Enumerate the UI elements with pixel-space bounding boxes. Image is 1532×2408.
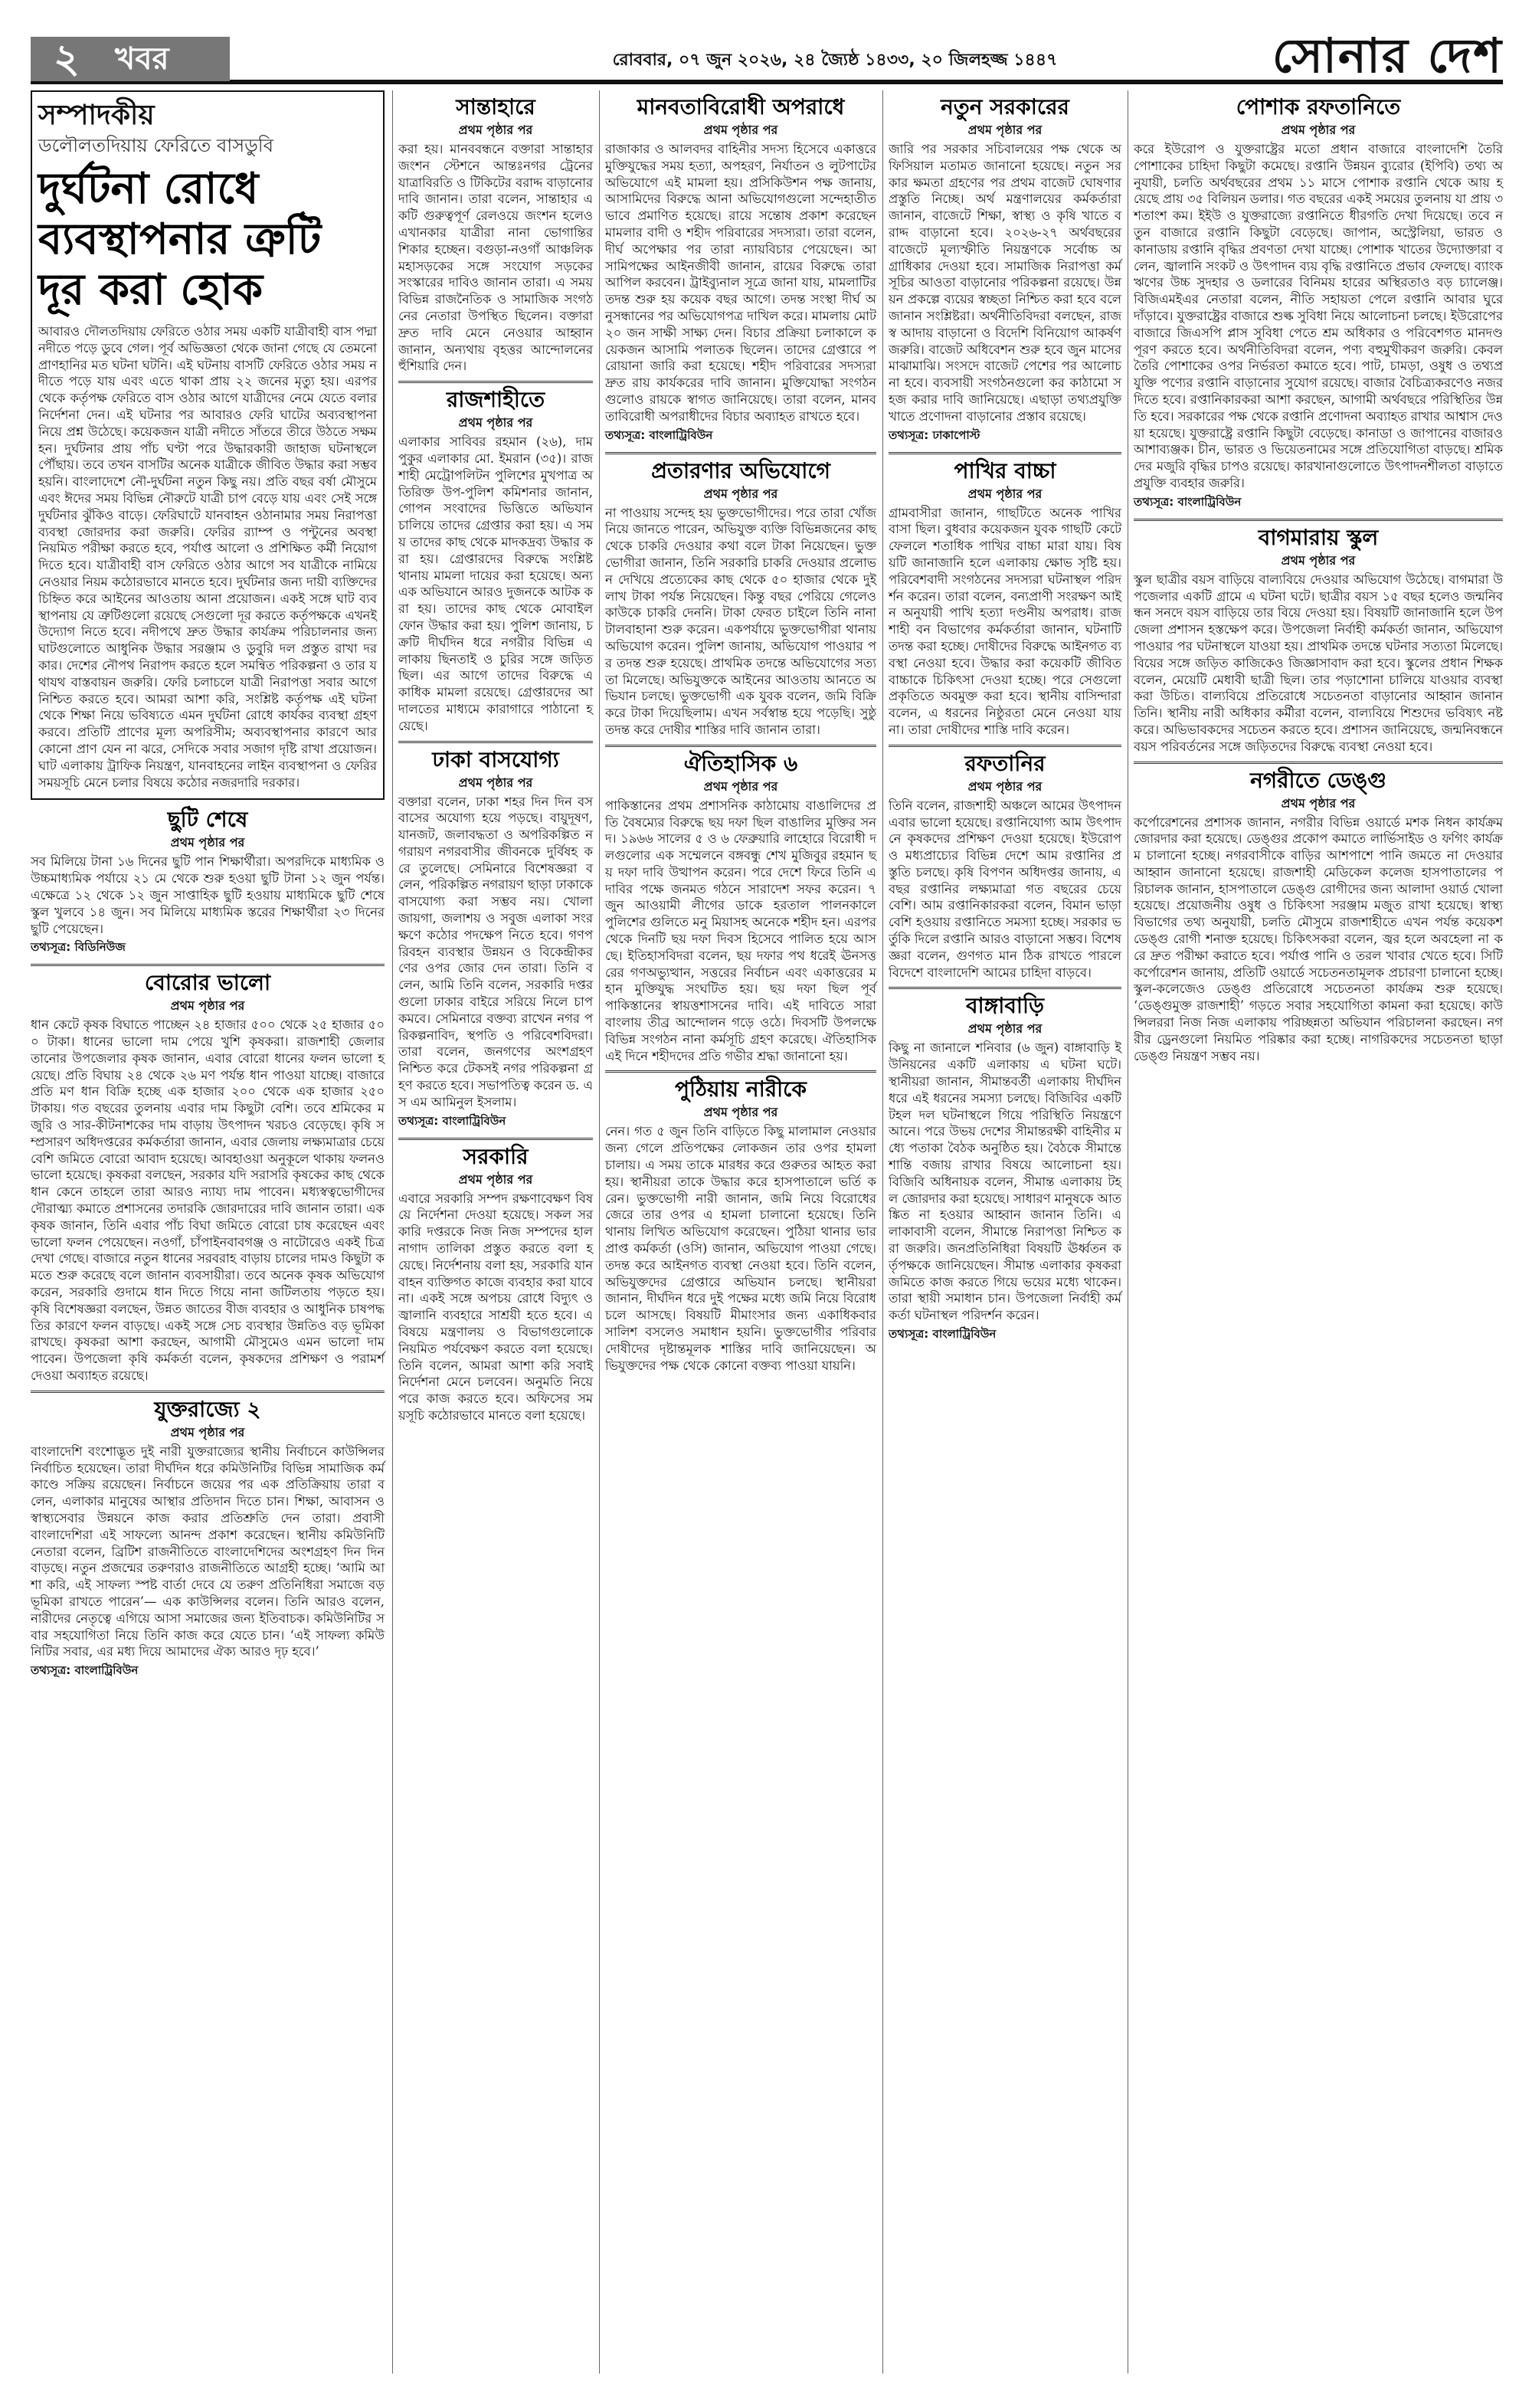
story-divider (1134, 762, 1503, 764)
story-bangabari (889, 992, 1126, 1345)
continued-label: প্রথম পৃষ্ঠার পর (967, 123, 1043, 137)
story-divider (889, 745, 1121, 747)
story-source: তথ্যসূত্র: বাংলাট্রিবিউন (1134, 494, 1242, 509)
story-headline: রফতানির (964, 750, 1046, 776)
story-headline: রাজশাহীতে (446, 387, 545, 413)
story-body: করা হয়। মানববন্ধনে বক্তারা সান্তাহার জংশন স্টেশনে আন্তঃনগর ট্রেনের যাত্রাবিরতি ও টিকিটের বরাদ্দ বাড়ানোর দাবি জানান। তারা বলেন, সান্তাহার একটি গুরুত্বপূর্ণ রেলওয়ে জংশন হলেও এখানকার যাত্রীরা নানা ভোগান্তির শিকার হচ্ছেন। বগুড়া-নওগাঁ আঞ্চলিক মহাসড়কের সঙ্গে সংযোগ সড়কের সংস্কারের দাবিও জানান তারা। এ সময় বিভিন্ন রাজনৈতিক ও সামাজিক সংগঠনের নেতারা উপস্থিত ছিলেন। বক্তারা দ্রুত দাবি মেনে নেওয়ার আহ্বান জানান, অন্যথায় বৃহত্তর আন্দোলনের হুঁশিয়ারি দেন। (398, 142, 597, 374)
story-headline: বোরোর ভালো (144, 970, 271, 996)
story-body: না পাওয়ায় সন্দেহ হয় ভুক্তভোগীদের। পরে তারা খোঁজ নিয়ে জানতে পারেন, অভিযুক্ত ব্যক্তি বিভিন্নজনের কাছ থেকে চাকরি দেওয়ার কথা বলে টাকা নিয়েছেন। ভুক্তভোগীরা জানান, তিনি সরকারি চাকরি দেওয়ার প্রলোভন দেখিয়ে প্রত্যেকের কাছ থেকে ৫০ হাজার থেকে দুই লাখ টাকা পর্যন্ত নিয়েছেন। কিন্তু বছর পেরিয়ে গেলেও কাউকে চাকরি দেননি। টাকা ফেরত চাইলে তিনি নানা টালবাহানা শুরু করেন। একপর্যায়ে ভুক্তভোগীরা থানায় অভিযোগ করেন। পুলিশ জানায়, অভিযোগ পাওয়ার পর তদন্ত শুরু হয়েছে। প্রাথমিক তদন্তে অভিযোগের সত্যতা মিলেছে। অভিযুক্তকে আইনের আওতায় আনতে অভিযান চলছে। ভুক্তভোগী এক যুবক বলেন, জমি বিক্রি করে টাকা দিয়েছিলাম। এখন সর্বস্বান্ত হয়ে পড়েছি। সুষ্ঠু তদন্ত করে দোষীর শাস্তির দাবি জানান তারা। (605, 505, 881, 737)
story-headline: সান্তাহারে (456, 94, 535, 120)
story-body: কিছু না জানালে শনিবার (৬ জুন) বাঙ্গাবাড়ি ইউনিয়নের একটি এলাকায় এ ঘটনা ঘটে। স্থানীয়রা জানান, সীমান্তবর্তী এলাকায় দীর্ঘদিন ধরে এই ধরনের সমস্যা চলছে। বিজিবির একটি টহল দল ঘটনাস্থলে গিয়ে পরিস্থিতি নিয়ন্ত্রণে আনে। পরে উভয় দেশের সীমান্তরক্ষী বাহিনীর মধ্যে পতাকা বৈঠক অনুষ্ঠিত হয়। বৈঠকে সীমান্তে শান্তি বজায় রাখার বিষয়ে আলোচনা হয়। বিজিবি অধিনায়ক বলেন, সীমান্ত এলাকায় টহল জোরদার করা হয়েছে। সাধারণ মানুষকে আতঙ্কিত না হওয়ার আহ্বান জানান তিনি। এলাকাবাসী বলেন, সীমান্তে নিরাপত্তা নিশ্চিত করা জরুরি। জনপ্রতিনিধিরা বিষয়টি ঊর্ধ্বতন কর্তৃপক্ষকে জানিয়েছেন। সীমান্ত এলাকার কৃষকরা জমিতে কাজ করতে গিয়ে ভয়ের মধ্যে থাকেন। তারা স্থায়ী সমাধান চান। উপজেলা নির্বাহী কর্মকর্তা ঘটনাস্থল পরিদর্শন করেন। (889, 1040, 1126, 1323)
continued-label: প্রথম পৃষ্ঠার পর (458, 1171, 533, 1187)
story-body: ধান কেটে কৃষক বিঘাতে পাচ্ছেন ২৪ হাজার ৫০০ থেকে ২৫ হাজার ৫০০ টাকা। ধানের ভালো দাম পেয়ে খুশি কৃষকরা। রাজশাহী জেলার তানোর উপজেলার কৃষক জানান, এবার বোরো ধানের ফলন ভালো হয়েছে। প্রতি বিঘায় ২৪ থেকে ২৬ মণ পর্যন্ত ধান পাওয়া যাচ্ছে। বাজারে প্রতি মণ ধান বিক্রি হচ্ছে এক হাজার ২০০ থেকে এক হাজার ২৫০ টাকায়। গত বছরের তুলনায় এবার দাম কিছুটা বেশি। তবে শ্রমিকের মজুরি ও সার-কীটনাশকের দাম বাড়ায় উৎপাদন খরচও বেড়েছে। কৃষি সম্প্রসারণ অধিদপ্তরের কর্মকর্তারা জানান, এবার জেলায় লক্ষ্যমাত্রার চেয়ে বেশি জমিতে বোরো আবাদ হয়েছে। আবহাওয়া অনুকূলে থাকায় ফলনও ভালো হয়েছে। কৃষকরা বলছেন, সরকার যদি সরাসরি কৃষকের কাছ থেকে ধান কেনে তাহলে তারা আরও ন্যায্য দাম পাবেন। মধ্যস্বত্বভোগীদের দৌরাত্ম্য কমাতে প্রশাসনের তদারকি জোরদারের দাবি জানান তারা। এক কৃষক জানান, তিনি এবার পাঁচ বিঘা জমিতে বোরো চাষ করেছেন এবং ভালো ফলন পেয়েছেন। নওগাঁ, চাঁপাইনবাবগঞ্জ ও নাটোরেও একই চিত্র দেখা গেছে। বাজারে নতুন ধানের সরবরাহ বাড়ায় চালের দামও কিছুটা কমতে শুরু করেছে বলে জানান ব্যবসায়ীরা। তবে অনেক কৃষক অভিযোগ করেন, সরকারি গুদামে ধান দিতে গিয়ে নানা জটিলতায় পড়তে হয়। কৃষি বিশেষজ্ঞরা বলছেন, উন্নত জাতের বীজ ব্যবহার ও আধুনিক চাষপদ্ধতির কারণে ফলন বাড়ছে। একই সঙ্গে সেচ ব্যবস্থার উন্নতিও বড় ভূমিকা রাখছে। কৃষকরা আশা করছেন, আগামী মৌসুমেও এমন ভালো দাম পাবেন। উপজেলা কৃষি কর্মকর্তা বলেন, কৃষকদের প্রশিক্ষণ ও পরামর্শ দেওয়া অব্যাহত রয়েছে। (31, 1017, 389, 1384)
story-headline: প্রতারণার অভিযোগে (651, 457, 830, 483)
continued-label: প্রথম পৃষ্ঠার পর (703, 123, 778, 137)
continued-label: প্রথম পৃষ্ঠার পর (703, 1105, 778, 1120)
continued-label: প্রথম পৃষ্ঠার পর (458, 415, 533, 431)
newspaper-logo: সোনার দেশ (1272, 28, 1503, 84)
story-headline: মানবতাবিরোধী অপরাধে (637, 94, 845, 120)
story-bagmara (1134, 524, 1507, 755)
story-body: স্কুল ছাত্রীর বয়স বাড়িয়ে বাল্যবিয়ে দেওয়ার অভিযোগ উঠেছে। বাগমারা উপজেলার একটি গ্রামে এ ঘটনা ঘটে। ছাত্রীর বয়স ১৫ বছর হলেও জন্মনিবন্ধন সনদে বয়স বাড়িয়ে তার বিয়ে দেওয়া হয়। বিষয়টি জানাজানি হলে উপজেলা প্রশাসন হস্তক্ষেপ করে। উপজেলা নির্বাহী কর্মকর্তা জানান, অভিযোগ পাওয়ার পর ঘটনাস্থলে যাওয়া হয়। প্রাথমিক তদন্তে ঘটনার সত্যতা মিলেছে। বিয়ের সঙ্গে জড়িত কাজিকেও জিজ্ঞাসাবাদ করা হবে। স্কুলের প্রধান শিক্ষক বলেন, মেয়েটি মেধাবী ছাত্রী ছিল। তার পড়াশোনা চালিয়ে যাওয়ার ব্যবস্থা করা উচিত। বাল্যবিয়ে প্রতিরোধে সচেতনতা বাড়ানোর আহ্বান জানান তিনি। স্থানীয় নারী অধিকার কর্মীরা বলেন, বাল্যবিয়ে শিশুদের ভবিষ্যৎ নষ্ট করে। অভিভাবকদের সচেতন করতে হবে। প্রশাসন জানিয়েছে, জন্মনিবন্ধনে বয়স পরিবর্তনের সঙ্গে জড়িতদের বিরুদ্ধে ব্যবস্থা নেওয়া হবে। (1134, 572, 1507, 754)
story-source: তথ্যসূত্র: ঢাকাপোস্ট (889, 428, 980, 442)
column-1 (31, 90, 389, 2374)
story-headline: সরকারি (463, 1143, 529, 1169)
story-divider (1134, 519, 1503, 521)
continued-label: প্রথম পৃষ্ঠার পর (458, 775, 533, 790)
editorial-label: সম্পাদকীয় (38, 100, 155, 131)
story-headline: পুঠিয়ায় নারীকে (675, 1076, 807, 1102)
column-2 (398, 90, 597, 2374)
story-headline: পাখির বাচ্চা (954, 457, 1056, 483)
story-chhuti-shese (31, 806, 389, 958)
story-source: তথ্যসূত্র: বিডিনিউজ (31, 940, 126, 955)
story-garment-export (1134, 93, 1507, 513)
continued-label: প্রথম পৃষ্ঠার পর (967, 486, 1043, 501)
continued-label: প্রথম পৃষ্ঠার পর (1281, 795, 1356, 811)
story-source: তথ্যসূত্র: বাংলাট্রিবিউন (889, 1327, 997, 1342)
story-source: তথ্যসূত্র: বাংলাট্রিবিউন (605, 428, 713, 442)
story-headline: নতুন সরকারের (941, 94, 1069, 120)
story-divider (605, 1070, 876, 1073)
story-divider (398, 1138, 593, 1140)
continued-label: প্রথম পৃষ্ঠার পর (1281, 123, 1356, 137)
editorial-body: আবারও দৌলতদিয়ায় ফেরিতে ওঠার সময় একটি যাত্রীবাহী বাস পদ্মা নদীতে পড়ে ডুবে গেল। পূর্ব অভিজ্ঞতা থেকে জানা গেছে যে তেমনো প্রাণহানির মত ঘটনা ঘটনি। এই ঘটনায় বাসটি ফেরিতে ওঠার সময় নদীতে পড়ে যায় এবং এতে থাকা প্রায় ২২ জনের মৃত্যু হয়। এরপর থেকে কর্তৃপক্ষ ফেরিতে বাস ওঠার আগে যাত্রীদের নেমে যেতে বলার নির্দেশনা দেন। এই ঘটনার পর আবারও ফেরি ঘাটের অব্যবস্থাপনা নিয়ে প্রশ্ন উঠেছে। কয়েকজন যাত্রী নদীতে সাঁতরে তীরে উঠতে সক্ষম হন। দুর্ঘটনার প্রায় পাঁচ ঘণ্টা পরে উদ্ধারকারী জাহাজ ঘটনাস্থলে পৌঁছায়। তবে তখন বাসটির অনেক যাত্রীকে জীবিত উদ্ধার করা সম্ভব হয়নি। বাংলাদেশে নৌ-দুর্ঘটনা নতুন কিছু নয়। প্রতি বছর বর্ষা মৌসুমে এবং ঈদের সময় বিভিন্ন নৌরুটে যাত্রী চাপ বেড়ে যায় এবং সেই সঙ্গে দুর্ঘটনার ঝুঁকিও বাড়ে। ফেরিঘাটে যানবাহন ওঠানামার সময় নিরাপত্তা ব্যবস্থা জোরদার করা জরুরি। ফেরির র‍্যাম্প ও পন্টুনের অবস্থা নিয়মিত পরীক্ষা করতে হবে, পর্যাপ্ত আলো ও প্রশিক্ষিত কর্মী নিয়োগ দিতে হবে। যাত্রীবাহী বাস ফেরিতে ওঠার আগে সব যাত্রীকে নামিয়ে নেওয়ার নিয়ম কঠোরভাবে মানতে হবে। দুর্ঘটনার জন্য দায়ী ব্যক্তিদের চিহ্নিত করে আইনের আওতায় আনা প্রয়োজন। একই সঙ্গে ঘাট ব্যবস্থাপনায় যে ত্রুটিগুলো রয়েছে সেগুলো দূর করতে কর্তৃপক্ষকে এখনই উদ্যোগ নিতে হবে। নদীপথে দ্রুত উদ্ধার কার্যক্রম পরিচালনার জন্য ঘাটগুলোতে আধুনিক উদ্ধার সরঞ্জাম ও ডুবুরি দল প্রস্তুত রাখা দরকার। দেশের নৌপথ নিরাপদ করতে হলে সমন্বিত পরিকল্পনা ও তার যথাযথ বাস্তবায়ন জরুরি। ফেরি চলাচলে যাত্রী নিরাপত্তা সবার আগে নিশ্চিত করতে হবে। আমরা আশা করি, সংশ্লিষ্ট কর্তৃপক্ষ এই ঘটনা থেকে শিক্ষা নিয়ে ভবিষ্যতে এমন দুর্ঘটনা রোধে কার্যকর ব্যবস্থা গ্রহণ করবে। প্রতিটি প্রাণের মূল্য অপরিসীম; অব্যবস্থাপনার কারণে আর কোনো প্রাণ যেন না ঝরে, সেদিকে সবার সজাগ দৃষ্টি রাখা প্রয়োজন। ঘাট এলাকায় ট্রাফিক নিয়ন্ত্রণ, যানবাহনের লাইন ব্যবস্থাপনা ও ফেরির সময়সূচি মেনে চলার বিষয়ে কঠোর নজরদারি দরকার। (38, 324, 381, 790)
story-export (889, 750, 1126, 981)
continued-label: প্রথম পৃষ্ঠার পর (703, 486, 778, 501)
story-boro (31, 969, 389, 1384)
story-headline: বাঙ্গাবাড়ি (965, 993, 1045, 1019)
story-body: রাজাকার ও আলবদর বাহিনীর সদস্য হিসেবে একাত্তরে মুক্তিযুদ্ধের সময় হত্যা, অপহরণ, নির্যাতন ও লুটপাটের অভিযোগে এই মামলা হয়। প্রসিকিউশন পক্ষ জানায়, আসামিদের বিরুদ্ধে আনা অভিযোগগুলো সন্দেহাতীতভাবে প্রমাণিত হয়েছে। রায়ে সন্তোষ প্রকাশ করেছেন মামলার বাদী ও শহীদ পরিবারের সদস্যরা। তারা বলেন, দীর্ঘ অপেক্ষার পর তারা ন্যায়বিচার পেয়েছেন। আসামিপক্ষের আইনজীবী জানান, রায়ের বিরুদ্ধে তারা আপিল করবেন। ট্রাইব্যুনাল সূত্রে জানা যায়, মামলাটির তদন্ত শুরু হয় কয়েক বছর আগে। তদন্ত সংস্থা দীর্ঘ অনুসন্ধানের পর অভিযোগপত্র দাখিল করে। মামলায় মোট ২০ জন সাক্ষী সাক্ষ্য দেন। বিচার প্রক্রিয়া চলাকালে কয়েকজন আসামি পলাতক ছিলেন। তাদের গ্রেপ্তারে পরোয়ানা জারি করা হয়েছে। শহীদ পরিবারের সদস্যরা দ্রুত রায় কার্যকরের দাবি জানান। মুক্তিযোদ্ধা সংগঠনগুলোও রায়কে স্বাগত জানিয়েছে। তারা বলেন, মানবতাবিরোধী অপরাধীদের বিচার অব্যাহত রাখতে হবে। (605, 142, 881, 424)
story-uk (31, 1396, 389, 1681)
editorial-title: দুর্ঘটনা রোধে ব্যবস্থাপনার ত্রুটি দূর করা হোক (38, 164, 322, 315)
story-divider (31, 1391, 385, 1393)
column-rule (599, 90, 600, 2374)
story-body: বক্তারা বলেন, ঢাকা শহর দিন দিন বসবাসের অযোগ্য হয়ে পড়ছে। বায়ুদূষণ, যানজট, জলাবদ্ধতা ও অপরিকল্পিত নগরায়ণ নগরবাসীর জীবনকে দুর্বিষহ করে তুলেছে। সেমিনারে বিশেষজ্ঞরা বলেন, পরিকল্পিত নগরায়ণ ছাড়া ঢাকাকে বাসযোগ্য করা সম্ভব নয়। খোলা জায়গা, জলাশয় ও সবুজ এলাকা সংরক্ষণে কঠোর পদক্ষেপ নিতে হবে। গণপরিবহন ব্যবস্থার উন্নয়ন ও বিকেন্দ্রীকরণের ওপর জোর দেন তারা। তিনি বলেন, আমি তিনি বলেন, সরকারি দপ্তরগুলো ঢাকার বাইরে সরিয়ে নিলে চাপ কমবে। সেমিনারে বক্তব্য রাখেন নগর পরিকল্পনাবিদ, স্থপতি ও পরিবেশবিদরা। তারা বলেন, জনগণের অংশগ্রহণ নিশ্চিত করে টেকসই নগর পরিকল্পনা গ্রহণ করতে হবে। সভাপতিত্ব করেন ড. এস এম আমিনুল ইসলাম। (398, 794, 597, 1109)
story-divider (605, 452, 876, 454)
story-body: বাংলাদেশি বংশোদ্ভূত দুই নারী যুক্তরাজ্যের স্থানীয় নির্বাচনে কাউন্সিলর নির্বাচিত হয়েছেন। তারা দীর্ঘদিন ধরে কমিউনিটির বিভিন্ন সামাজিক কর্মকাণ্ডে সক্রিয় রয়েছেন। নির্বাচনে জয়ের পর এক প্রতিক্রিয়ায় তারা বলেন, এলাকার মানুষের আস্থার প্রতিদান দিতে চান। শিক্ষা, আবাসন ও স্বাস্থ্যসেবার উন্নয়নে কাজ করার প্রতিশ্রুতি দেন তারা। প্রবাসী বাংলাদেশিরা এই সাফল্যে আনন্দ প্রকাশ করেছেন। স্থানীয় কমিউনিটি নেতারা বলেন, ব্রিটিশ রাজনীতিতে বাংলাদেশিদের অংশগ্রহণ দিন দিন বাড়ছে। নতুন প্রজন্মের তরুণরাও রাজনীতিতে আগ্রহী হচ্ছে। ‘আমি আশা করি, এই সাফল্য স্পষ্ট বার্তা দেবে যে তরুণ প্রতিনিধিরা সমাজে বড় ভূমিকা রাখতে পারেন’— এক কাউন্সিলর বলেন। তিনি আরও বলেন, নারীদের নেতৃত্বে এগিয়ে আসা সমাজের জন্য ইতিবাচক। কমিউনিটির সবার সহযোগিতা নিয়ে তিনি কাজ করে যেতে চান। ‘এই সাফল্য কমিউনিটির সবার, এর মধ্য দিয়ে আমাদের ঐক্য আরও দৃঢ় হবে।’ (31, 1443, 389, 1659)
continued-label: প্রথম পৃষ্ঠার পর (967, 778, 1043, 794)
story-divider (605, 745, 876, 747)
column-4 (889, 90, 1126, 2374)
page-number: ২ (54, 36, 80, 82)
story-new-government (889, 93, 1126, 446)
masthead (31, 28, 1503, 84)
story-source: তথ্যসূত্র: বাংলাট্রিবিউন (398, 1113, 506, 1128)
story-divider (889, 987, 1121, 989)
continued-label: প্রথম পৃষ্ঠার পর (1281, 552, 1356, 568)
story-body: পাকিস্তানের প্রথম প্রশাসনিক কাঠামোয় বাঙালিদের প্রতি বৈষম্যের বিরুদ্ধে ছয় দফা ছিল বাঙালির মুক্তির সনদ। ১৯৬৬ সালের ৫ ও ৬ ফেব্রুয়ারি লাহোরে বিরোধী দলগুলোর এক সম্মেলনে বঙ্গবন্ধু শেখ মুজিবুর রহমান ছয় দফা দাবি উত্থাপন করেন। পরে দেশে ফিরে তিনি এ দাবির পক্ষে জনমত গঠনে সারাদেশ সফর করেন। ৭ জুন আওয়ামী লীগের ডাকে হরতাল পালনকালে পুলিশের গুলিতে মনু মিয়াসহ অনেকে শহীদ হন। এরপর থেকে দিনটি ছয় দফা দিবস হিসেবে পালিত হয়ে আসছে। ইতিহাসবিদরা বলেন, ছয় দফার পথ ধরেই ঊনসত্তরের গণঅভ্যুত্থান, সত্তরের নির্বাচন এবং একাত্তরের মহান মুক্তিযুদ্ধ সংঘটিত হয়। ছয় দফা ছিল পূর্ব পাকিস্তানের স্বায়ত্তশাসনের দাবি। এই দাবিতে সারা বাংলায় তীব্র আন্দোলন গড়ে ওঠে। দিবসটি উপলক্ষে বিভিন্ন সংগঠন নানা কর্মসূচি গ্রহণ করেছে। ঐতিহাসিক এই দিনে শহীদদের প্রতি গভীর শ্রদ্ধা জানানো হয়। (605, 798, 881, 1063)
story-puthia (605, 1076, 881, 1374)
story-santahar (398, 93, 597, 375)
column-5 (1134, 90, 1507, 2374)
story-headline: যুক্তরাজ্যে ২ (154, 1396, 261, 1422)
section-name: খবর (115, 41, 169, 77)
issue-date: রোববার, ০৭ জুন ২০২৬, ২৪ জ্যৈষ্ঠ ১৪৩৩, ২০ জিলহজ্জ ১৪৪৭ (612, 51, 1058, 70)
column-rule (392, 90, 393, 2374)
story-rajshahi (398, 386, 597, 734)
story-headline: ছুটি শেষে (167, 807, 248, 833)
continued-label: প্রথম পৃষ্ঠার পর (170, 998, 245, 1014)
story-war-crimes (605, 93, 881, 446)
editorial-box (31, 90, 385, 800)
story-body: এলাকার সাবিবর রহমান (২৬), দামপুকুর এলাকার মো. ইমরান (৩৫)। রাজশাহী মেট্রোপলিটন পুলিশের মুখপাত্র অতিরিক্ত উপ-পুলিশ কমিশনার জানান, গোপন সংবাদের ভিত্তিতে অভিযান চালিয়ে তাদের গ্রেপ্তার করা হয়। এ সময় তাদের কাছ থেকে মাদকদ্রব্য উদ্ধার করা হয়। গ্রেপ্তারদের বিরুদ্ধে সংশ্লিষ্ট থানায় মামলা দায়ের করা হয়েছে। অন্য এক অভিযানে আরও দুজনকে আটক করা হয়। তাদের কাছ থেকে মোবাইল ফোন উদ্ধার করা হয়। পুলিশ জানায়, চক্রটি দীর্ঘদিন ধরে নগরীর বিভিন্ন এলাকায় ছিনতাই ও চুরির সঙ্গে জড়িত ছিল। এর আগে তাদের বিরুদ্ধে একাধিক মামলা রয়েছে। গ্রেপ্তারদের আদালতের মাধ্যমে কারাগারে পাঠানো হয়েছে। (398, 434, 597, 733)
story-body: কর্পোরেশনের প্রশাসক জানান, নগরীর বিভিন্ন ওয়ার্ডে মশক নিধন কার্যক্রম জোরদার করা হয়েছে। ডেঙ্গুর প্রকোপ কমাতে লার্ভিসাইড ও ফগিং কার্যক্রম চালানো হচ্ছে। নগরবাসীকে বাড়ির আশপাশে পানি জমতে না দেওয়ার আহ্বান জানানো হয়েছে। রাজশাহী মেডিকেল কলেজ হাসপাতালের পরিচালক জানান, হাসপাতালে ডেঙ্গু রোগীদের জন্য আলাদা ওয়ার্ড খোলা হয়েছে। প্রয়োজনীয় ওষুধ ও চিকিৎসা সরঞ্জাম মজুত রাখা হয়েছে। স্বাস্থ্য বিভাগের তথ্য অনুযায়ী, চলতি মৌসুমে রাজশাহীতে এখন পর্যন্ত কয়েকশ ডেঙ্গু রোগী শনাক্ত হয়েছে। চিকিৎসকরা বলেন, জ্বর হলে অবহেলা না করে দ্রুত পরীক্ষা করাতে হবে। পর্যাপ্ত পানি ও তরল খাবার খেতে হবে। সিটি কর্পোরেশন জানায়, প্রতিটি ওয়ার্ডে সচেতনতামূলক প্রচারণা চালানো হচ্ছে। স্কুল-কলেজেও ডেঙ্গু প্রতিরোধে সচেতনতা কার্যক্রম শুরু হয়েছে। ‘ডেঙ্গুমুক্ত রাজশাহী’ গড়তে সবার সহযোগিতা কামনা করা হয়েছে। কাউন্সিলররা নিজ নিজ এলাকায় পরিচ্ছন্নতা অভিযান পরিচালনা করছেন। নগরীর ড্রেনগুলো নিয়মিত পরিষ্কার করা হচ্ছে। নাগরিকদের সচেতনতা ছাড়া ডেঙ্গু নিয়ন্ত্রণ সম্ভব নয়। (1134, 814, 1507, 1063)
continued-label: প্রথম পৃষ্ঠার পর (170, 835, 245, 850)
story-headline: নগরীতে ডেঙ্গু (1250, 767, 1386, 793)
page-section-tab (31, 37, 230, 81)
continued-label: প্রথম পৃষ্ঠার পর (703, 778, 778, 794)
column-3 (605, 90, 881, 2374)
story-source: তথ্যসূত্র: বাংলাট্রিবিউন (31, 1663, 139, 1678)
story-divider (31, 964, 385, 966)
story-headline: পোশাক রফতানিতে (1236, 94, 1401, 120)
column-rule (882, 90, 883, 2374)
editorial-subtitle: ডলৌলতদিয়ায় ফেরিতে বাসডুবি (38, 135, 273, 156)
story-body: জারি পর সরকার সচিবালয়ের পক্ষ থেকে অফিসিয়াল মতামত জানানো হয়েছে। নতুন সরকার ক্ষমতা গ্রহণের পর প্রথম বাজেট ঘোষণার প্রস্তুতি নিচ্ছে। অর্থ মন্ত্রণালয়ের কর্মকর্তারা জানান, বাজেটে শিক্ষা, স্বাস্থ্য ও কৃষি খাতে বরাদ্দ বাড়ানো হবে। ২০২৬-২৭ অর্থবছরের বাজেটে মূল্যস্ফীতি নিয়ন্ত্রণকে সর্বোচ্চ অগ্রাধিকার দেওয়া হবে। সামাজিক নিরাপত্তা কর্মসূচির আওতা বাড়ানোর পরিকল্পনা রয়েছে। উন্নয়ন প্রকল্পে ব্যয়ের স্বচ্ছতা নিশ্চিত করা হবে বলে জানান সংশ্লিষ্টরা। অর্থনীতিবিদরা বলছেন, রাজস্ব আদায় বাড়ানো ও বিদেশি বিনিয়োগ আকর্ষণ জরুরি। বাজেট অধিবেশন শুরু হবে জুন মাসের মাঝামাঝি। সংসদে বাজেট পেশের পর আলোচনা হবে। ব্যবসায়ী সংগঠনগুলো কর কাঠামো সহজ করার দাবি জানিয়েছে। এছাড়া তথ্যপ্রযুক্তি খাতে প্রণোদনা বাড়ানোর প্রস্তাব রয়েছে। (889, 142, 1126, 424)
story-fraud (605, 457, 881, 739)
story-headline: ঐতিহাসিক ৬ (683, 750, 798, 776)
story-headline: ঢাকা বাসযোগ্য (432, 746, 559, 772)
continued-label: প্রথম পৃষ্ঠার পর (967, 1021, 1043, 1037)
continued-label: প্রথম পৃষ্ঠার পর (458, 123, 533, 137)
continued-label: প্রথম পৃষ্ঠার পর (170, 1424, 245, 1440)
story-six-point (605, 750, 881, 1065)
story-body: গ্রামবাসীরা জানান, গাছটিতে অনেক পাখির বাসা ছিল। বুধবার কয়েকজন যুবক গাছটি কেটে ফেললে শতাধিক পাখির বাচ্চা মারা যায়। বিষয়টি জানাজানি হলে এলাকায় ক্ষোভ সৃষ্টি হয়। পরিবেশবাদী সংগঠনের সদস্যরা ঘটনাস্থল পরিদর্শন করেন। তারা বলেন, বন্যপ্রাণী সংরক্ষণ আইন অনুযায়ী পাখি হত্যা দণ্ডনীয় অপরাধ। রাজশাহী বন বিভাগের কর্মকর্তারা জানান, ঘটনাটি তদন্ত করা হচ্ছে। দোষীদের বিরুদ্ধে আইনগত ব্যবস্থা নেওয়া হবে। উদ্ধার করা কয়েকটি জীবিত বাচ্চাকে চিকিৎসা দেওয়া হচ্ছে। পরে সেগুলো প্রকৃতিতে অবমুক্ত করা হবে। স্থানীয় বাসিন্দারা বলেন, এ ধরনের নিষ্ঠুরতা মেনে নেওয়া যায় না। তারা দোষীদের শাস্তি দাবি করেন। (889, 505, 1126, 737)
story-dengue (1134, 767, 1507, 1065)
story-body: সব মিলিয়ে টানা ১৬ দিনের ছুটি পান শিক্ষার্থীরা। অপরদিকে মাধ্যমিক ও উচ্চমাধ্যমিক পর্যায়ে ২১ মে থেকে শুরু হওয়া ছুটি টানা ১২ জুন পর্যন্ত। এক্ষেত্রে ১২ থেকে ১২ জুন সাপ্তাহিক ছুটি হওয়ায় মাধ্যমিকে ছুটি শেষে স্কুল খুলবে ১৪ জুন। সব মিলিয়ে মাধ্যমিক স্তরের শিক্ষার্থীরা ২৩ দিনের ছুটি পেয়েছেন। (31, 854, 389, 936)
story-body: এবারে সরকারি সম্পদ রক্ষণাবেক্ষণ বিষয়ে নির্দেশনা দেওয়া হয়েছে। সকল সরকারি দপ্তরকে নিজ নিজ সম্পদের হালনাগাদ তালিকা প্রস্তুত করতে বলা হয়েছে। নির্দেশনায় বলা হয়, সরকারি যানবাহন ব্যক্তিগত কাজে ব্যবহার করা যাবে না। একই সঙ্গে অপচয় রোধে বিদ্যুৎ ও জ্বালানি ব্যবহারে সাশ্রয়ী হতে হবে। এ বিষয়ে মন্ত্রণালয় ও বিভাগগুলোকে নিয়মিত পর্যবেক্ষণ করতে বলা হয়েছে। তিনি বলেন, আমরা আশা করি সবাই নির্দেশনা মেনে চলবেন। অনুমতি নিয়ে পরে কাজ করতে হবে। অফিসের সময়সূচি কঠোরভাবে মানতে বলা হয়েছে। (398, 1191, 597, 1423)
story-divider (398, 381, 593, 383)
story-headline: বাগমারায় স্কুল (1258, 524, 1379, 550)
story-divider (889, 452, 1121, 454)
story-dhaka (398, 746, 597, 1132)
story-divider (398, 741, 593, 743)
story-body: করে ইউরোপ ও যুক্তরাষ্ট্রের মতো প্রধান বাজারে বাংলাদেশি তৈরি পোশাকের চাহিদা কিছুটা কমেছে। রপ্তানি উন্নয়ন ব্যুরোর (ইপিবি) তথ্য অনুযায়ী, চলতি অর্থবছরের প্রথম ১১ মাসে পোশাক রপ্তানি থেকে আয় হয়েছে প্রায় ৩৫ বিলিয়ন ডলার। গত বছরের একই সময়ের তুলনায় যা প্রায় ৩ শতাংশ কম। ইইউ ও যুক্তরাজ্যে রপ্তানিতে ধীরগতি দেখা দিয়েছে। তবে নতুন বাজারে রপ্তানি কিছুটা বেড়েছে। জাপান, অস্ট্রেলিয়া, ভারত ও কানাডায় রপ্তানি বৃদ্ধির প্রবণতা দেখা যাচ্ছে। পোশাক খাতের উদ্যোক্তারা বলেন, জ্বালানি সংকট ও উৎপাদন ব্যয় বৃদ্ধি রপ্তানিতে প্রভাব ফেলছে। ব্যাংক ঋণের উচ্চ সুদহার ও ডলারের বিনিময় হারের অস্থিরতাও বড় চ্যালেঞ্জ। বিজিএমইএর নেতারা বলেন, নীতি সহায়তা পেলে রপ্তানি আবার ঘুরে দাঁড়াবে। যুক্তরাষ্ট্রের বাজারে শুল্ক সুবিধা নিয়ে আলোচনা চলছে। ইউরোপের বাজারে জিএসপি প্লাস সুবিধা পেতে শ্রম অধিকার ও পরিবেশগত মানদণ্ড পূরণ করতে হবে। অর্থনীতিবিদরা বলেন, পণ্য বহুমুখীকরণ জরুরি। কেবল তৈরি পোশাকের ওপর নির্ভরতা কমাতে হবে। পাট, চামড়া, ওষুধ ও তথ্যপ্রযুক্তি পণ্যের রপ্তানি বাড়ানোর সুযোগ রয়েছে। বাজার বৈচিত্র্যকরণেও নজর দিতে হবে। রপ্তানিকারকরা আশা করছেন, আগামী অর্থবছরে পরিস্থিতির উন্নতি হবে। সরকারের পক্ষ থেকে রপ্তানি প্রণোদনা অব্যাহত রাখার আশ্বাস দেওয়া হয়েছে। যুক্তরাষ্ট্রে রপ্তানি কিছুটা বেড়েছে। কানাডা ও জাপানের বাজারও আশাব্যঞ্জক। চীন, ভারত ও ভিয়েতনামের সঙ্গে প্রতিযোগিতা বাড়ছে। শ্রমিকদের মজুরি বৃদ্ধির চাপও রয়েছে। কারখানাগুলোতে উৎপাদনশীলতা বাড়াতে প্রযুক্তি ব্যবহার জরুরি। (1134, 142, 1507, 490)
story-body: নেন। গত ৫ জুন তিনি বাড়িতে কিছু মালামাল নেওয়ার জন্য গেলে প্রতিপক্ষের লোকজন তার ওপর হামলা চালায়। এ সময় তাকে মারধর করে গুরুতর আহত করা হয়। স্থানীয়রা তাকে উদ্ধার করে হাসপাতালে ভর্তি করেন। ভুক্তভোগী নারী জানান, জমি নিয়ে বিরোধের জেরে তার ওপর এ হামলা চালানো হয়েছে। তিনি থানায় লিখিত অভিযোগ করেছেন। পুঠিয়া থানার ভারপ্রাপ্ত কর্মকর্তা (ওসি) জানান, অভিযোগ পাওয়া গেছে। তদন্ত করে আইনগত ব্যবস্থা নেওয়া হবে। তিনি বলেন, অভিযুক্তদের গ্রেপ্তারে অভিযান চলছে। স্থানীয়রা জানান, দীর্ঘদিন ধরে দুই পক্ষের মধ্যে জমি নিয়ে বিরোধ চলে আসছে। বিষয়টি মীমাংসার জন্য একাধিকবার সালিশ বসলেও সমাধান হয়নি। ভুক্তভোগীর পরিবার দোষীদের দৃষ্টান্তমূলক শাস্তির দাবি জানিয়েছেন। অভিযুক্তদের পক্ষ থেকে কোনো বক্তব্য পাওয়া যায়নি। (605, 1124, 881, 1373)
story-birds (889, 457, 1126, 739)
story-body: তিনি বলেন, রাজশাহী অঞ্চলে আমের উৎপাদন এবার ভালো হয়েছে। রপ্তানিযোগ্য আম উৎপাদনে কৃষকদের প্রশিক্ষণ দেওয়া হয়েছে। ইউরোপ ও মধ্যপ্রাচ্যের বিভিন্ন দেশে আম রপ্তানির প্রস্তুতি চলছে। কৃষি বিপণন অধিদপ্তর জানায়, এ বছর রপ্তানির লক্ষ্যমাত্রা গত বছরের চেয়ে বেশি। আম রপ্তানিকারকরা বলেন, বিমান ভাড়া বেশি হওয়ায় রপ্তানিতে সমস্যা হচ্ছে। সরকার ভর্তুকি দিলে রপ্তানি আরও বাড়ানো সম্ভব। বিশেষজ্ঞরা বলেন, গুণগত মান ঠিক রাখতে পারলে বিদেশে বাংলাদেশি আমের চাহিদা বাড়বে। (889, 798, 1126, 980)
story-sarkari (398, 1143, 597, 1424)
